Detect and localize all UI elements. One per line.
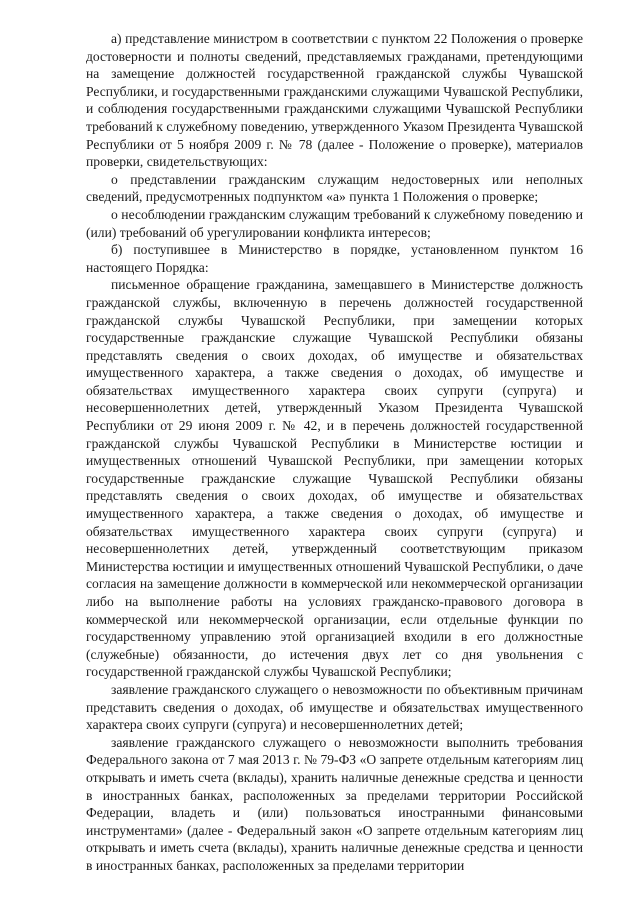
paragraph-statement-federal-law: заявление гражданского служащего о невозможности выполнить требования Федерального закона от 7 мая 2013 г. № 79-ФЗ «О запрете отдельным категориям лиц открывать и иметь счета (вклады), хранить наличные денежные средства и ценности в иностранных банках, расположенных за пределами территории Российской Федерации, владеть и (или) пользоваться иностранными финансовыми инструментами» (далее - Федеральный закон «О запрете отдельным категориям лиц открывать и иметь счета (вклады), хранить наличные денежные средства и ценности в иностранных банках, расположенных за пределами территории xyxy=(86,734,583,873)
paragraph-statement-impossibility: заявление гражданского служащего о невозможности по объективным причинам представить сведения о доходах, об имуществе и обязательствах имущественного характера своих супруги (супруга) и несовершеннолетних детей; xyxy=(86,681,583,733)
paragraph-a-submission: а) представление министром в соответствии с пунктом 22 Положения о проверке достоверности и полноты сведений, представляемых гражданами, претендующими на замещение должностей государственной гражданской службы Чувашской Республики, и государственными гражданскими служащими Чувашской Республики, и соблюдения государственными гражданскими служащими Чувашской Республики требований к служебному поведению, утвержденного Указом Президента Чувашской Республики от 5 ноября 2009 г. № 78 (далее - Положение о проверке), материалов проверки, свидетельствующих: xyxy=(86,31,583,170)
paragraph-b-received: б) поступившее в Министерство в порядке, установленном пунктом 16 настоящего Порядка: xyxy=(86,242,583,275)
paragraph-conduct-violation: о несоблюдении гражданским служащим требований к служебному поведению и (или) требований об урегулировании конфликта интересов; xyxy=(86,206,583,240)
paragraph-written-appeal: письменное обращение гражданина, замещавшего в Министерстве должность гражданской службы, включенную в перечень должностей государственной гражданской службы Чувашской Республики, при замещении которых государственные гражданские служащие Чувашской Республики обязаны представлять сведения о своих доходах, об имуществе и обязательствах имущественного характера, а также сведения о доходах, об имуществе и обязательствах имущественного характера своих супруги (супруга) и несовершеннолетних детей, утвержденный Указом Президента Чувашской Республики от 29 июня 2009 г. № 42, и в перечень должностей государственной гражданской службы Чувашской Республики в Министерстве юстиции и имущественных отношений Чувашской Республики, при замещении которых государственные гражданские служащие Чувашской Республики обязаны представлять сведения о своих доходах, об имуществе и обязательствах имущественного характера, а также сведения о доходах, об имуществе и обязательствах имущественного характера своих супруги (супруга) и несовершеннолетних детей, утвержденный соответствующим приказом Министерства юстиции и имущественных отношений Чувашской Республики, о даче согласия на замещение должности в коммерческой или некоммерческой организации либо на выполнение работы на условиях гражданско-правового договора в коммерческой или некоммерческой организации, если отдельные функции по государственному управлению этой организацией входили в его должностные (служебные) обязанности, до истечения двух лет со дня увольнения с государственной гражданской службы Чувашской Республики; xyxy=(86,277,583,680)
paragraph-unreliable-info: о представлении гражданским служащим недостоверных или неполных сведений, предусмотренных подпунктом «а» пункта 1 Положения о проверке; xyxy=(86,171,583,205)
